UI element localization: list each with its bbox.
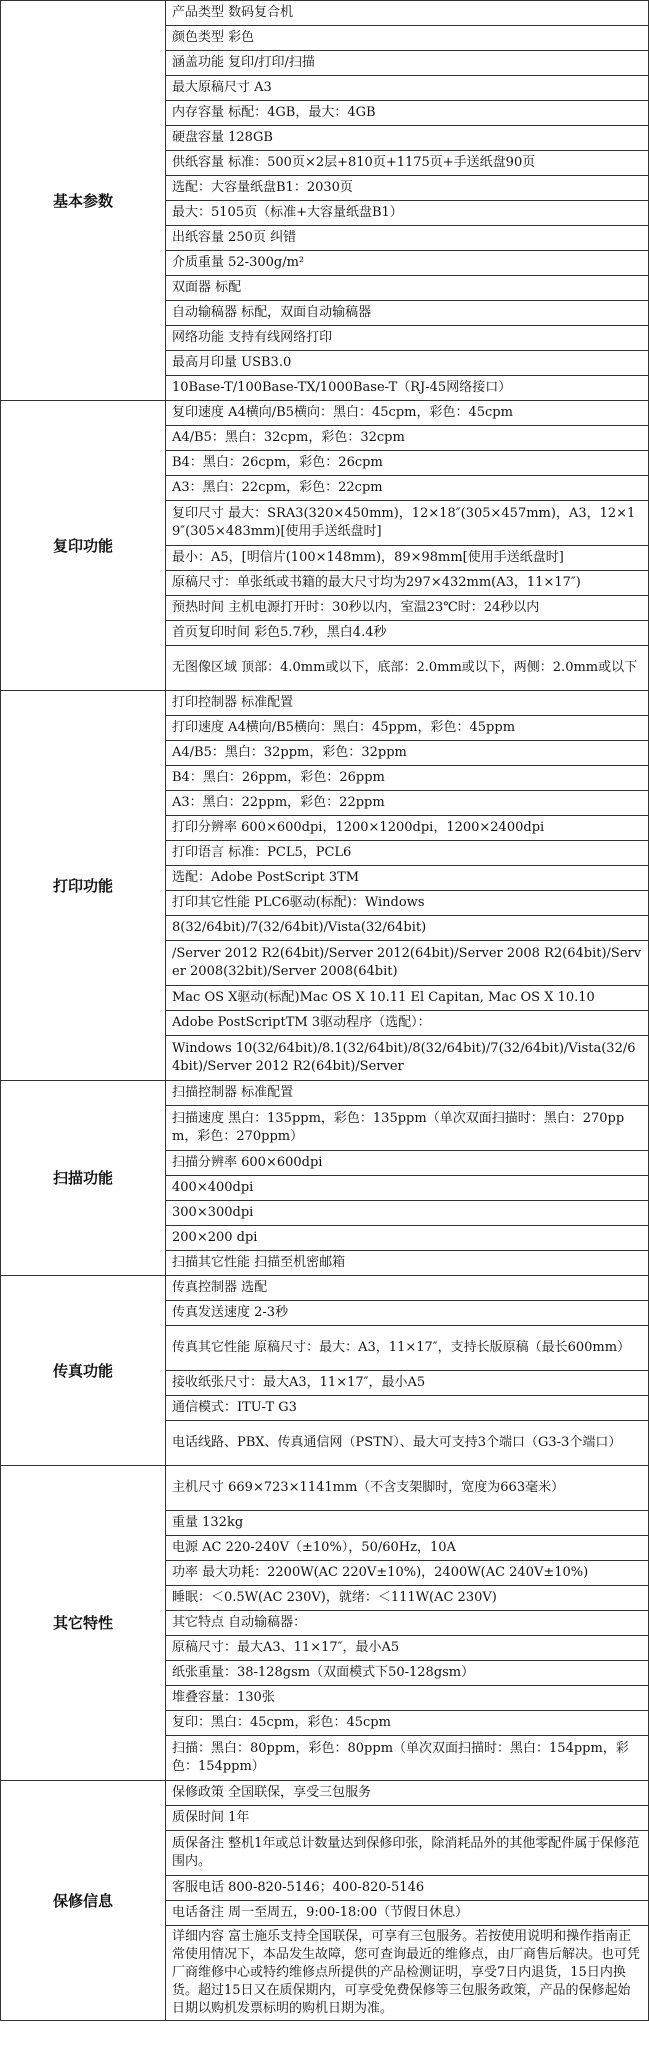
section-title: 其它特性 (1, 1466, 166, 1781)
spec-value: 接收纸张尺寸：最大A3，11×17″，最小A5 (166, 1371, 649, 1396)
spec-value: 最高月印量 USB3.0 (166, 351, 649, 376)
spec-value: 打印控制器 标准配置 (166, 691, 649, 716)
spec-value: 硬盘容量 128GB (166, 126, 649, 151)
spec-row (1, 1276, 649, 1301)
spec-value: 复印速度 A4横向/B5横向：黑白：45cpm，彩色：45cpm (166, 401, 649, 426)
spec-value: 重量 132kg (166, 1511, 649, 1536)
spec-value: 供纸容量 标准：500页×2层+810页+1175页+手送纸盘90页 (166, 151, 649, 176)
spec-value: 自动输稿器 标配，双面自动输稿器 (166, 301, 649, 326)
spec-value: 产品类型 数码复合机 (166, 1, 649, 26)
section-title: 传真功能 (1, 1276, 166, 1466)
spec-value: 其它特点 自动输稿器： (166, 1611, 649, 1636)
spec-value: 电源 AC 220-240V（±10%），50/60Hz，10A (166, 1536, 649, 1561)
spec-value: 选配：Adobe PostScript 3TM (166, 866, 649, 891)
spec-value: Windows 10(32/64bit)/8.1(32/64bit)/8(32/64bit)/7(32/64bit)/Vista(32/64bit)/Server 2012 R2(64bit)/Server (166, 1036, 649, 1081)
spec-row (1, 691, 649, 716)
section-title: 打印功能 (1, 691, 166, 1081)
spec-value: 原稿尺寸：单张纸或书籍的最大尺寸均为297×432mm(A3，11×17″) (166, 571, 649, 596)
section-title: 扫描功能 (1, 1081, 166, 1276)
spec-value: 200×200 dpi (166, 1226, 649, 1251)
spec-value: 打印语言 标准：PCL5，PCL6 (166, 841, 649, 866)
spec-value: A3：黑白：22ppm，彩色：22ppm (166, 791, 649, 816)
spec-row (1, 1081, 649, 1106)
spec-value: 主机尺寸 669×723×1141mm（不含支架脚时，宽度为663毫米） (166, 1466, 649, 1511)
spec-value: 打印其它性能 PLC6驱动(标配)：Windows (166, 891, 649, 916)
spec-value: 300×300dpi (166, 1201, 649, 1226)
spec-value: 客服电话 800-820-5146；400-820-5146 (166, 1876, 649, 1901)
spec-value: 功率 最大功耗：2200W(AC 220V±10%)，2400W(AC 240V±10%) (166, 1561, 649, 1586)
spec-value: 通信模式：ITU-T G3 (166, 1396, 649, 1421)
spec-value: 保修政策 全国联保，享受三包服务 (166, 1781, 649, 1806)
spec-value: 颜色类型 彩色 (166, 26, 649, 51)
spec-value: 睡眠：＜0.5W(AC 230V)，就绪：＜111W(AC 230V) (166, 1586, 649, 1611)
spec-value: 扫描控制器 标准配置 (166, 1081, 649, 1106)
section-title: 基本参数 (1, 1, 166, 401)
spec-value: Adobe PostScriptTM 3驱动程序（选配）： (166, 1011, 649, 1036)
spec-value: 原稿尺寸：最大A3、11×17″，最小A5 (166, 1636, 649, 1661)
spec-value: 内存容量 标配：4GB，最大：4GB (166, 101, 649, 126)
spec-value: 电话线路、PBX、传真通信网（PSTN）、最大可支持3个端口（G3-3个端口） (166, 1421, 649, 1466)
spec-value: 传真控制器 选配 (166, 1276, 649, 1301)
spec-table-body (1, 1, 649, 2021)
spec-value: B4：黑白：26cpm，彩色：26cpm (166, 451, 649, 476)
spec-value: 首页复印时间 彩色5.7秒，黑白4.4秒 (166, 621, 649, 646)
spec-value: 打印分辨率 600×600dpi，1200×1200dpi，1200×2400dpi (166, 816, 649, 841)
spec-value: 8(32/64bit)/7(32/64bit)/Vista(32/64bit) (166, 916, 649, 941)
section-title: 保修信息 (1, 1781, 166, 2021)
spec-value: 无图像区域 顶部：4.0mm或以下，底部：2.0mm或以下，两侧：2.0mm或以下 (166, 646, 649, 691)
spec-value: 打印速度 A4横向/B5横向：黑白：45ppm，彩色：45ppm (166, 716, 649, 741)
spec-value: 扫描分辨率 600×600dpi (166, 1151, 649, 1176)
spec-value: 双面器 标配 (166, 276, 649, 301)
spec-value: A3：黑白：22cpm，彩色：22cpm (166, 476, 649, 501)
spec-value: 400×400dpi (166, 1176, 649, 1201)
spec-value: /Server 2012 R2(64bit)/Server 2012(64bit)/Server 2008 R2(64bit)/Server 2008(32bit)/Server 2008(64bit) (166, 941, 649, 986)
spec-value: 复印：黑白：45cpm，彩色：45cpm (166, 1711, 649, 1736)
spec-value: 堆叠容量：130张 (166, 1686, 649, 1711)
spec-value: 网络功能 支持有线网络打印 (166, 326, 649, 351)
spec-row (1, 401, 649, 426)
spec-row (1, 1781, 649, 1806)
spec-row (1, 1, 649, 26)
spec-value: 最小：A5，[明信片(100×148mm)，89×98mm[使用手送纸盘时] (166, 546, 649, 571)
spec-value: 预热时间 主机电源打开时：30秒以内，室温23℃时：24秒以内 (166, 596, 649, 621)
spec-value: 详细内容 富士施乐支持全国联保，可享有三包服务。若按使用说明和操作指南正常使用情况下，本品发生故障，您可查询最近的维修点，由厂商售后解决。也可凭厂商维修中心或特约维修点所提供的产品检测证明，享受7日内退货，15日内换货。超过15日又在质保期内，可享受免费保修等三包服务政策，产品的保修起始日期以购机发票标明的购机日期为准。 (166, 1926, 649, 2021)
spec-value: 最大：5105页（标准+大容量纸盘B1） (166, 201, 649, 226)
spec-value: A4/B5：黑白：32ppm，彩色：32ppm (166, 741, 649, 766)
spec-value: 电话备注 周一至周五，9:00-18:00（节假日休息） (166, 1901, 649, 1926)
spec-value: 扫描速度 黑白：135ppm，彩色：135ppm（单次双面扫描时：黑白：270ppm，彩色：270ppm） (166, 1106, 649, 1151)
section-title: 复印功能 (1, 401, 166, 691)
spec-value: 出纸容量 250页 纠错 (166, 226, 649, 251)
spec-value: 10Base-T/100Base-TX/1000Base-T（RJ-45网络接口） (166, 376, 649, 401)
spec-value: 涵盖功能 复印/打印/扫描 (166, 51, 649, 76)
spec-value: Mac OS X驱动(标配)Mac OS X 10.11 El Capitan, Mac OS X 10.10 (166, 986, 649, 1011)
spec-value: A4/B5：黑白：32cpm，彩色：32cpm (166, 426, 649, 451)
spec-value: 最大原稿尺寸 A3 (166, 76, 649, 101)
spec-value: 质保时间 1年 (166, 1806, 649, 1831)
spec-value: 复印尺寸 最大：SRA3(320×450mm)，12×18″(305×457mm)，A3，12×19″(305×483mm)[使用手送纸盘时] (166, 501, 649, 546)
spec-value: 纸张重量：38-128gsm（双面模式下50-128gsm） (166, 1661, 649, 1686)
spec-value: 传真其它性能 原稿尺寸：最大：A3，11×17″，支持长版原稿（最长600mm） (166, 1326, 649, 1371)
spec-value: B4：黑白：26ppm，彩色：26ppm (166, 766, 649, 791)
spec-value: 扫描：黑白：80ppm，彩色：80ppm（单次双面扫描时：黑白：154ppm，彩色：154ppm） (166, 1736, 649, 1781)
spec-value: 扫描其它性能 扫描至机密邮箱 (166, 1251, 649, 1276)
spec-value: 质保备注 整机1年或总计数量达到保修印张，除消耗品外的其他零配件属于保修范围内。 (166, 1831, 649, 1876)
spec-row (1, 1466, 649, 1511)
spec-value: 选配：大容量纸盘B1：2030页 (166, 176, 649, 201)
spec-value: 传真发送速度 2-3秒 (166, 1301, 649, 1326)
spec-value: 介质重量 52-300g/m² (166, 251, 649, 276)
